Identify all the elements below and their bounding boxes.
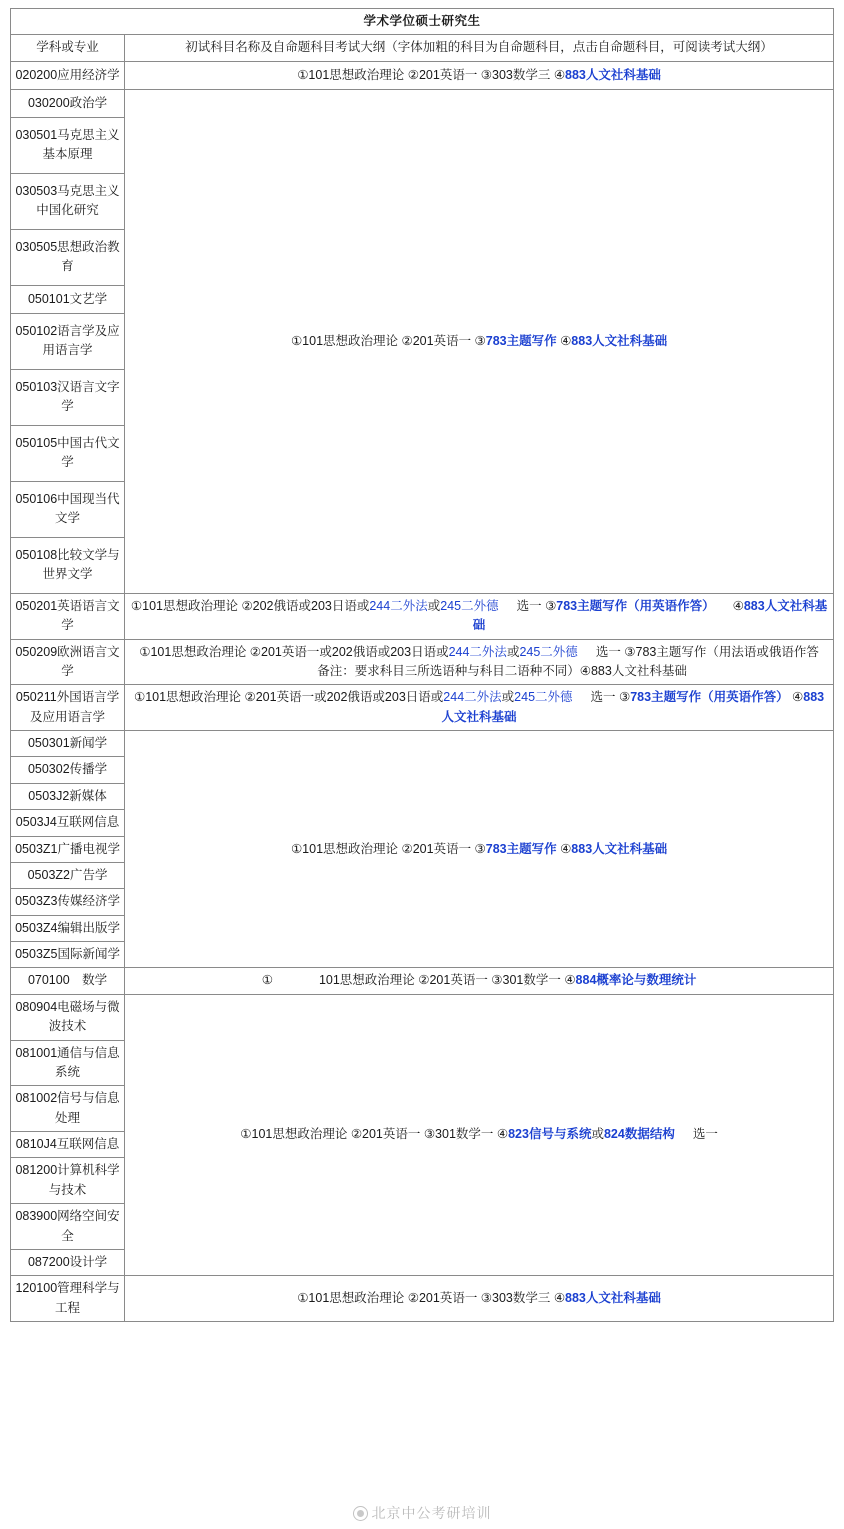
watermark-logo-icon (353, 1506, 368, 1521)
subjects-cell[interactable]: ①101思想政治理论 ②202俄语或203日语或244二外法或245二外德 选一 ③783主题写作（用英语作答） ④883人文社科基础 (125, 593, 834, 639)
subjects-cell[interactable]: ①101思想政治理论 ②201英语一或202俄语或203日语或244二外法或245二外德 选一 ③783主题写作（用法语或俄语作答备注：要求科目三所选语种与科目二语种不同）④883人文社科基础 (125, 639, 834, 685)
subjects-cell[interactable]: ①101思想政治理论 ②201英语一 ③301数学一 ④823信号与系统或824数据结构 选一 (125, 994, 834, 1276)
table-row (11, 1276, 834, 1322)
major-cell[interactable]: 050103汉语言文字学 (11, 369, 125, 425)
column-header-major: 学科或专业 (11, 35, 125, 61)
major-cell[interactable]: 0503J4互联网信息 (11, 810, 125, 836)
major-cell[interactable]: 030505思想政治教育 (11, 229, 125, 285)
watermark-text: 北京中公考研培训 (371, 1505, 492, 1521)
subjects-cell[interactable]: ①101思想政治理论 ②201英语一 ③783主题写作 ④883人文社科基础 (125, 731, 834, 968)
table-body (11, 9, 834, 62)
page-title: 学术学位硕士研究生 (11, 9, 834, 35)
major-cell[interactable]: 0503Z2广告学 (11, 862, 125, 888)
table-row (11, 731, 834, 757)
major-cell[interactable]: 050102语言学及应用语言学 (11, 313, 125, 369)
major-cell[interactable]: 0503Z5国际新闻学 (11, 942, 125, 968)
major-cell[interactable]: 120100管理科学与工程 (11, 1276, 125, 1322)
major-cell[interactable]: 030501马克思主义基本原理 (11, 117, 125, 173)
major-cell[interactable]: 0810J4互联网信息 (11, 1132, 125, 1158)
major-cell[interactable]: 0503Z1广播电视学 (11, 836, 125, 862)
major-cell[interactable]: 050302传播学 (11, 757, 125, 783)
major-cell[interactable]: 081002信号与信息处理 (11, 1086, 125, 1132)
table-row (11, 61, 834, 89)
table-row (11, 593, 834, 639)
major-cell[interactable]: 081200计算机科学与技术 (11, 1158, 125, 1204)
major-cell[interactable]: 030200政治学 (11, 89, 125, 117)
table-header-row (11, 35, 834, 61)
major-cell[interactable]: 083900网络空间安全 (11, 1204, 125, 1250)
major-cell[interactable]: 050105中国古代文学 (11, 425, 125, 481)
major-cell[interactable]: 050301新闻学 (11, 731, 125, 757)
major-cell[interactable]: 050101文艺学 (11, 285, 125, 313)
table-row (11, 685, 834, 731)
table-row (11, 994, 834, 1040)
column-header-subjects: 初试科目名称及自命题科目考试大纲（字体加粗的科目为自命题科目，点击自命题科目，可阅读考试大纲） (125, 35, 834, 61)
major-cell[interactable]: 080904电磁场与微波技术 (11, 994, 125, 1040)
watermark (0, 1503, 844, 1523)
major-cell[interactable]: 050106中国现当代文学 (11, 481, 125, 537)
major-cell[interactable]: 0503Z3传媒经济学 (11, 889, 125, 915)
subjects-cell[interactable]: ① 101思想政治理论 ②201英语一 ③301数学一 ④884概率论与数理统计 (125, 968, 834, 994)
subjects-cell[interactable]: ①101思想政治理论 ②201英语一 ③783主题写作 ④883人文社科基础 (125, 89, 834, 593)
major-cell[interactable]: 0503J2新媒体 (11, 783, 125, 809)
table-row (11, 89, 834, 117)
subjects-cell[interactable]: ①101思想政治理论 ②201英语一或202俄语或203日语或244二外法或245二外德 选一 ③783主题写作（用英语作答） ④883人文社科基础 (125, 685, 834, 731)
major-cell[interactable]: 050209欧洲语言文学 (11, 639, 125, 685)
subjects-cell[interactable]: ①101思想政治理论 ②201英语一 ③303数学三 ④883人文社科基础 (125, 61, 834, 89)
major-cell[interactable]: 050108比较文学与世界文学 (11, 537, 125, 593)
table-row (11, 968, 834, 994)
major-cell[interactable]: 030503马克思主义中国化研究 (11, 173, 125, 229)
major-cell[interactable]: 020200应用经济学 (11, 61, 125, 89)
table-rows-body (11, 61, 834, 1321)
major-cell[interactable]: 070100 数学 (11, 968, 125, 994)
exam-subjects-table (10, 8, 834, 1322)
table-title-row (11, 9, 834, 35)
subjects-cell[interactable]: ①101思想政治理论 ②201英语一 ③303数学三 ④883人文社科基础 (125, 1276, 834, 1322)
major-cell[interactable]: 087200设计学 (11, 1249, 125, 1275)
table-row (11, 639, 834, 685)
major-cell[interactable]: 050211外国语言学及应用语言学 (11, 685, 125, 731)
major-cell[interactable]: 050201英语语言文学 (11, 593, 125, 639)
major-cell[interactable]: 0503Z4编辑出版学 (11, 915, 125, 941)
major-cell[interactable]: 081001通信与信息系统 (11, 1040, 125, 1086)
